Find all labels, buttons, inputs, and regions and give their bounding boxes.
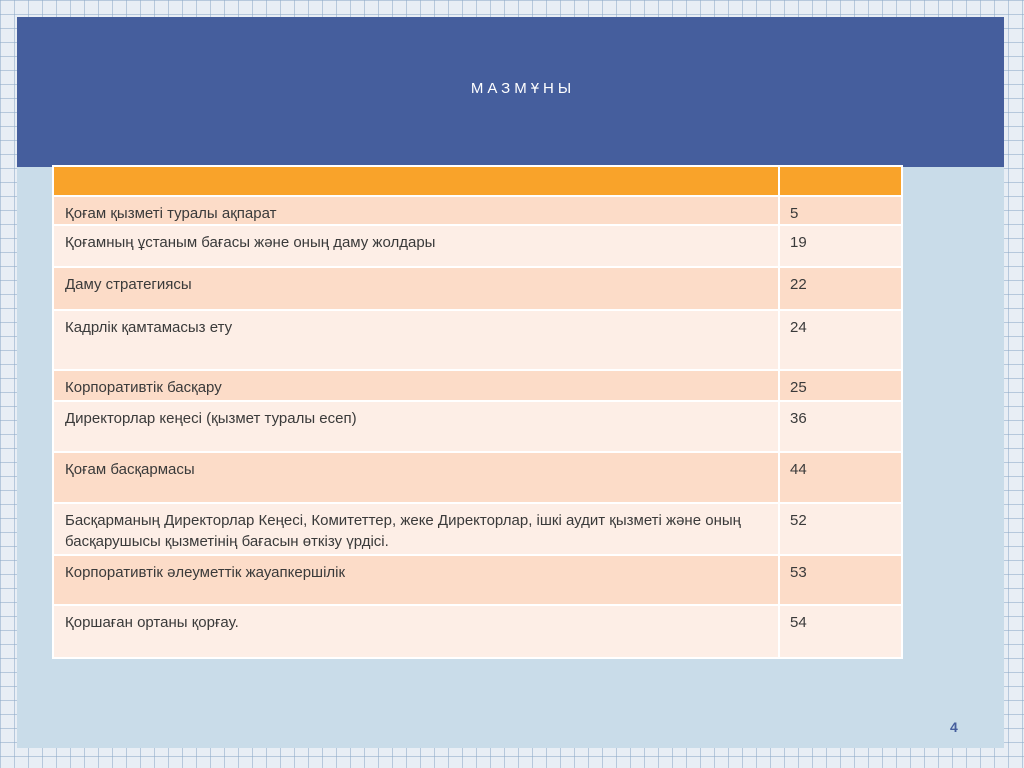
table-row [53, 225, 902, 267]
slide-title: МАЗМҰНЫ [470, 80, 576, 97]
table-row [53, 452, 902, 503]
table-row [53, 605, 902, 658]
section-page: 36 [779, 401, 902, 452]
section-page: 44 [779, 452, 902, 503]
slide-page-number: 4 [950, 719, 958, 735]
table-row [53, 310, 902, 370]
section-page: 53 [779, 555, 902, 605]
table-header-row [53, 166, 902, 196]
contents-table [52, 165, 903, 659]
table-row [53, 503, 902, 555]
section-page: 52 [779, 503, 902, 555]
section-title: Қоғам қызметі туралы ақпарат [53, 196, 779, 225]
table-row [53, 196, 902, 225]
section-title: Қоғам басқармасы [53, 452, 779, 503]
section-title: Қоршаған ортаны қорғау. [53, 605, 779, 658]
section-page: 25 [779, 370, 902, 401]
section-page: 54 [779, 605, 902, 658]
header-cell-title [53, 166, 779, 196]
table-row [53, 370, 902, 401]
table-row [53, 401, 902, 452]
section-page: 19 [779, 225, 902, 267]
section-title: Корпоративтік әлеуметтік жауапкершілік [53, 555, 779, 605]
header-cell-page [779, 166, 902, 196]
section-title: Кадрлік қамтамасыз ету [53, 310, 779, 370]
section-title: Корпоративтік басқару [53, 370, 779, 401]
section-title: Директорлар кеңесі (қызмет туралы есеп) [53, 401, 779, 452]
section-page: 24 [779, 310, 902, 370]
section-title: Даму стратегиясы [53, 267, 779, 310]
title-band [17, 17, 1004, 167]
section-title: Басқарманың Директорлар Кеңесі, Комитеттер, жеке Директорлар, ішкі аудит қызметі және оның басқарушысы қызметінің бағасын өткізу үрдісі. [53, 503, 779, 555]
section-title: Қоғамның ұстаным бағасы және оның даму жолдары [53, 225, 779, 267]
table-row [53, 555, 902, 605]
section-page: 5 [779, 196, 902, 225]
section-page: 22 [779, 267, 902, 310]
table-row [53, 267, 902, 310]
